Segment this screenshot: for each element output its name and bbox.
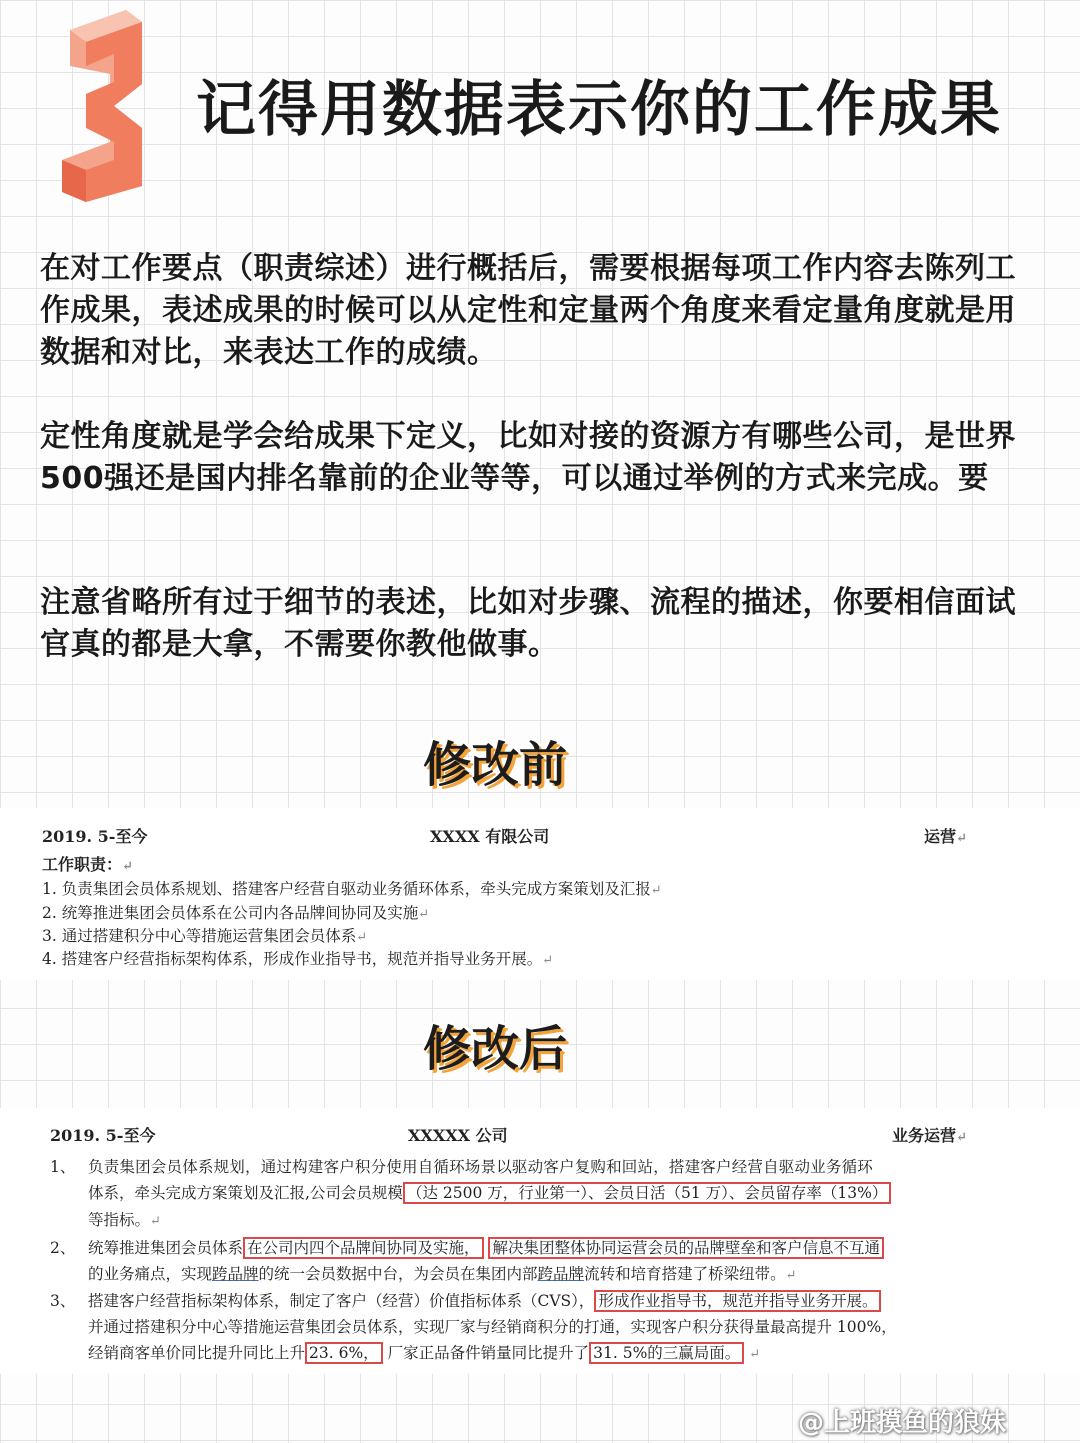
- after-item-1-number: 1、: [50, 1158, 76, 1176]
- before-label: 修改前: [422, 737, 567, 793]
- after-item-2-line-2: 的业务痛点，实现跨品牌的统一会员数据中台，为会员在集团内部跨品牌流转和培育搭建了桥梁纽带。↵: [88, 1265, 797, 1283]
- after-item-1-line-1: 负责集团会员体系规划，通过构建客户积分使用自循环场景以驱动客户复购和回站，搭建客户经营自驱动业务循环: [88, 1158, 874, 1176]
- after-item-3-number: 3、: [50, 1292, 76, 1310]
- after-label: 修改后: [422, 1021, 567, 1077]
- highlight-member-metrics: （达 2500 万，行业第一）、会员日活（51 万）、会员留存率（13%）: [403, 1182, 891, 1204]
- page-title: 记得用数据表示你的工作成果: [196, 75, 1002, 145]
- after-company: XXXXX 公司: [408, 1126, 508, 1145]
- before-item-2: 2. 统筹推进集团会员体系在公司内各品牌间协同及实施↵: [42, 904, 430, 922]
- highlight-guideline: 形成作业指导书，规范并指导业务开展。: [594, 1290, 881, 1312]
- highlight-brand-barrier: 解决集团整体协同运营会员的品牌壁垒和客户信息不互通: [488, 1237, 884, 1259]
- before-item-1: 1. 负责集团会员体系规划、搭建客户经营自驱动业务循环体系，牵头完成方案策划及汇报↵: [42, 880, 662, 898]
- paragraph-qualitative: 定性角度就是学会给成果下定义，比如对接的资源方有哪些公司，是世界500强还是国内排名靠前的企业等等，可以通过举例的方式来完成。要: [40, 419, 1016, 496]
- before-role: 运营↵: [924, 827, 967, 846]
- before-item-3: 3. 通过搭建积分中心等措施运营集团会员体系↵: [42, 927, 368, 945]
- resume-after: [0, 1108, 1080, 1374]
- after-item-1-line-3: 等指标。↵: [88, 1211, 161, 1229]
- after-item-3-line-3: 经销商客单价同比提升同比上升 23. 6%， 厂家正品备件销量同比提升了 31. 5%的三赢局面。 ↵: [88, 1344, 761, 1362]
- after-date: 2019. 5-至今: [50, 1126, 156, 1145]
- after-item-3-line-2: 并通过搭建积分中心等措施运营集团会员体系，实现厂家与经销商积分的打通，实现客户积分获得量最高提升 100%，: [88, 1318, 897, 1336]
- paragraph-quantitative: 在对工作要点（职责综述）进行概括后，需要根据每项工作内容去陈列工作成果，表述成果的时候可以从定性和定量两个角度来看定量角度就是用数据和对比，来表达工作的成绩。: [40, 251, 1016, 370]
- watermark: @上班摸鱼的狼妹: [797, 1408, 1006, 1438]
- after-role: 业务运营↵: [892, 1126, 967, 1145]
- after-item-3-line-1: 搭建客户经营指标架构体系，制定了客户（经营）价值指标体系（CVS）， 形成作业指导书，规范并指导业务开展。: [88, 1289, 881, 1311]
- paragraph-omit-details: 注意省略所有过于细节的表述，比如对步骤、流程的描述，你要相信面试官真的都是大拿，不需要你教他做事。: [40, 585, 1016, 662]
- before-item-4: 4. 搭建客户经营指标架构体系，形成作业指导书，规范并指导业务开展。↵: [42, 950, 554, 968]
- after-item-2-number: 2、: [50, 1239, 76, 1257]
- highlight-dealer-growth: 23. 6%，: [305, 1342, 383, 1364]
- resume-before: [0, 808, 1080, 980]
- number-three-3d-icon: [56, 10, 148, 202]
- highlight-win-win: 31. 5%的三赢局面。: [589, 1342, 744, 1364]
- after-item-2-line-1: 统筹推进集团会员体系 在公司内四个品牌间协同及实施， 解决集团整体协同运营会员的品牌壁垒和客户信息不互通: [88, 1236, 884, 1258]
- after-item-1-line-2: 体系，牵头完成方案策划及汇报,公司会员规模 （达 2500 万，行业第一）、会员日活（51 万）、会员留存率（13%）: [88, 1181, 891, 1203]
- highlight-brand-coordination: 在公司内四个品牌间协同及实施，: [243, 1237, 484, 1259]
- before-duty-heading: 工作职责：↵: [42, 855, 133, 874]
- before-date: 2019. 5-至今: [42, 827, 148, 846]
- before-company: XXXX 有限公司: [430, 827, 550, 846]
